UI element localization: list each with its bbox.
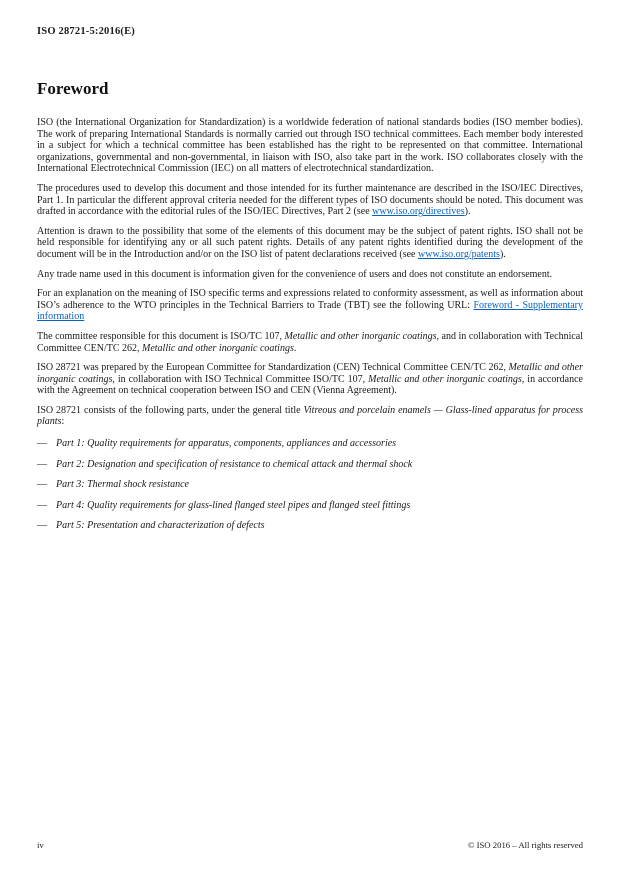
paragraph-trade-name: Any trade name used in this document is information given for the convenience of users and does not constitute an endorsement. <box>37 268 553 280</box>
paragraph-text: , in collaboration with ISO Technical Committee ISO/TC 107, <box>112 373 369 385</box>
paragraph-text: , in accordance with the Agreement on technical cooperation between ISO and CEN (Vienna Agreement). <box>37 373 583 397</box>
paragraph-parts-intro <box>37 405 583 428</box>
paragraph-text: ISO 28721 consists of the following parts, under the general title <box>37 404 304 416</box>
list-dash: — <box>37 499 47 511</box>
part-title: Part 3: Thermal shock resistance <box>56 479 189 491</box>
foreword-heading: Foreword <box>37 79 109 98</box>
list-dash: — <box>37 479 47 491</box>
paragraph-text: The committee responsible for this document is ISO/TC 107, <box>37 330 285 342</box>
iso-directives-link[interactable]: www.iso.org/directives <box>372 206 465 218</box>
paragraph-patents <box>37 226 583 261</box>
document-body <box>37 117 583 532</box>
paragraph-wto-tbt <box>37 288 583 323</box>
committee-title: Metallic and other inorganic coatings <box>142 342 294 354</box>
page-number: iv <box>37 840 44 850</box>
part-title: Part 4: Quality requirements for glass-lined flanged steel pipes and flanged steel fittings <box>56 499 411 511</box>
paragraph-text: For an explanation on the meaning of ISO specific terms and expressions related to conformity assessment, as well as information about ISO’s adherence to the WTO principles in the Technical Barriers to Trade (TBT) see the following URL: <box>37 288 583 311</box>
list-dash: — <box>37 520 47 532</box>
page-footer <box>37 840 583 850</box>
series-general-title: Vitreous and porcelain enamels — Glass-lined apparatus for process plants <box>37 404 583 428</box>
paragraph-text: : <box>61 416 65 428</box>
iso-patents-link[interactable]: www.iso.org/patents <box>418 248 500 260</box>
list-dash: — <box>37 438 47 450</box>
part-title: Part 2: Designation and specification of resistance to chemical attack and thermal shock <box>56 458 413 470</box>
paragraph-text: ). <box>499 248 506 260</box>
parts-list <box>37 438 583 532</box>
list-item <box>37 520 583 532</box>
paragraph-text: , and in collaboration with Technical Committee CEN/TC 262, <box>37 330 583 354</box>
document-reference: ISO 28721-5:2016(E) <box>37 26 136 37</box>
list-dash: — <box>37 458 47 470</box>
list-item <box>37 500 583 512</box>
paragraph-text: ISO 28721 was prepared by the European Committee for Standardization (CEN) Technical Committee CEN/TC 262, <box>37 362 509 374</box>
foreword-supplementary-link[interactable]: Foreword - Supplementary information <box>37 299 583 323</box>
committee-title: Metallic and other inorganic coatings <box>368 373 522 385</box>
committee-title: Metallic and other inorganic coatings <box>284 330 437 342</box>
paragraph-text: . <box>293 342 297 354</box>
part-title: Part 5: Presentation and characterization of defects <box>56 520 265 532</box>
paragraph-committee <box>37 331 583 354</box>
paragraph-iso-federation: ISO (the International Organization for Standardization) is a worldwide federation of national standards bodies (ISO member bodies). The work of preparing International Standards is normally carried out through ISO technical committees. Each member body interested in a subject for which a technical committee has been established has the right to be represented on that committee. International organizations, governmental and non-governmental, in liaison with ISO, also take part in the work. ISO collaborates closely with the International Electrotechnical Commission (IEC) on all matters of electrotechnical standardization. <box>37 117 583 175</box>
paragraph-procedures <box>37 183 583 218</box>
paragraph-text: Attention is drawn to the possibility that some of the elements of this document may be the subject of patent rights. ISO shall not be held responsible for identifying any or all such patent rights. Details of any patent rights identified during the development of the document will be in the Introduction and/or on the ISO list of patent declarations received (see <box>37 225 583 260</box>
list-item <box>37 438 583 450</box>
paragraph-text: ). <box>464 206 471 218</box>
paragraph-preparation <box>37 362 583 397</box>
committee-title: Metallic and other inorganic coatings <box>37 362 583 385</box>
copyright-notice: © ISO 2016 – All rights reserved <box>467 840 583 850</box>
list-item <box>37 479 583 491</box>
part-title: Part 1: Quality requirements for apparatus, components, appliances and accessories <box>56 438 397 450</box>
paragraph-text: The procedures used to develop this document and those intended for its further maintenance are described in the ISO/IEC Directives, Part 1. In particular the different approval criteria needed for the different types of ISO documents should be noted. This document was drafted in accordance with the editorial rules of the ISO/IEC Directives, Part 2 (see <box>37 182 583 218</box>
list-item <box>37 459 583 471</box>
